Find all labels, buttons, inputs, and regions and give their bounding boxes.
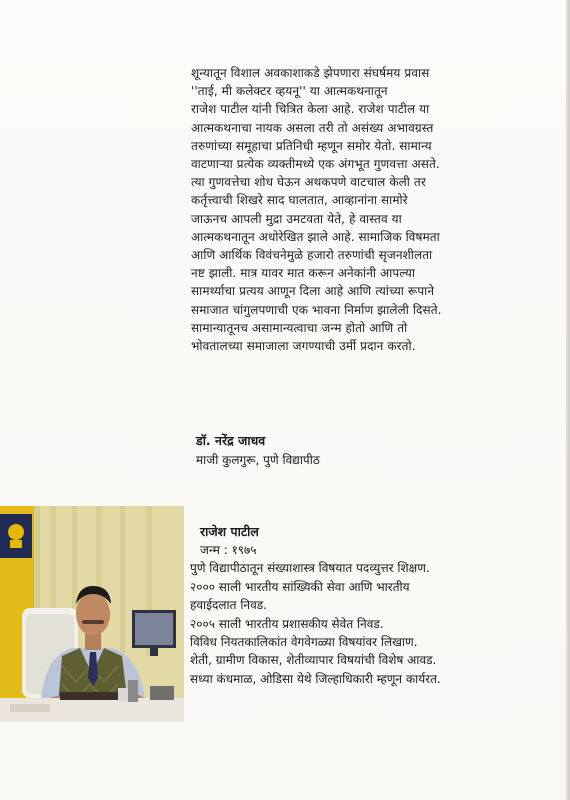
page-spine-edge bbox=[566, 0, 570, 800]
blurb-line: समाजात चांगुलपणाची एक भावना निर्माण झालेली दिसते. bbox=[191, 302, 442, 317]
blurb-line: शून्यातून विशाल अवकाशाकडे झेपणारा संघर्षमय प्रवास bbox=[191, 66, 430, 80]
blurb-line: भोवतालच्या समाजाला जगण्याची उर्मी प्रदान करतो. bbox=[191, 339, 416, 354]
author-bio bbox=[190, 523, 550, 688]
blurb-line: कर्तृत्त्वाची शिखरे साद घालतात, आव्हानांना सामोरे bbox=[191, 193, 408, 208]
blurb-line: त्या गुणवत्तेचा शोध घेऊन अथकपणे वाटचाल केली तर bbox=[191, 175, 426, 190]
author-details bbox=[190, 541, 550, 688]
blurb-line: राजेश पाटील यांनी चित्रित केला आहे. राजेश पाटील या bbox=[191, 102, 430, 117]
blurb-line: आणि आर्थिक विवंचनेमुळे हजारो तरुणांची सृजनशीलता bbox=[191, 248, 433, 263]
blurb-signature bbox=[196, 432, 536, 470]
emblem-icon bbox=[8, 524, 24, 548]
author-detail-line: २००५ साली भारतीय प्रशासकीय सेवेत निवड. bbox=[190, 616, 384, 631]
author-detail-line: विविध नियतकालिकांत वेगवेगळ्या विषयांवर लिखाण. bbox=[190, 635, 418, 650]
blurb-line: जाऊनच आपली मुद्रा उमटवता येते, हे वास्तव या bbox=[191, 211, 402, 226]
blurb-line: वाटणाऱ्या प्रत्येक व्यक्तीमध्ये एक अंगभूत गुणवत्ता असते. bbox=[191, 157, 440, 172]
signature-name: डॉ. नरेंद्र जाधव bbox=[196, 433, 266, 448]
blurb-line: आत्मकथनातून अधोरेखित झाले आहे. सामाजिक विषमता bbox=[191, 229, 440, 244]
author-detail-line: हवाईदलात निवड. bbox=[190, 598, 267, 613]
author-name: राजेश पाटील bbox=[200, 524, 259, 539]
author-detail-line: सध्या कंधमाळ, ओडिसा येथे जिल्हाधिकारी म्हणून कार्यरत. bbox=[190, 671, 441, 686]
author-detail-line: २००० साली भारतीय सांख्यिकी सेवा आणि भारतीय bbox=[190, 579, 410, 594]
author-photo bbox=[0, 506, 184, 722]
signature-title: माजी कुलगुरू, पुणे विद्यापीठ bbox=[196, 453, 320, 467]
blurb-line: सामान्यातूनच असामान्यत्वाचा जन्म होतो आणि तो bbox=[191, 320, 408, 335]
blurb-line: सामर्थ्याचा प्रत्यय आणून दिला आहे आणि त्यांच्या रूपाने bbox=[191, 284, 435, 299]
blurb-line: आत्मकथनाचा नायक असला तरी तो असंख्य अभावग्रस्त bbox=[191, 120, 434, 135]
blurb-line: नष्ट झाली. मात्र यावर मात करून अनेकांनी आपल्या bbox=[191, 266, 416, 281]
author-photo-illustration bbox=[0, 506, 184, 722]
author-detail-line: पुणे विद्यापीठातून संख्याशास्त्र विषयात पदव्युत्तर शिक्षण. bbox=[190, 561, 430, 576]
blurb-paragraph bbox=[191, 64, 543, 355]
author-birth: जन्म : १९७५ bbox=[200, 543, 257, 557]
author-detail-line: शेती, ग्रामीण विकास, शेतीव्यापार विषयांची विशेष आवड. bbox=[190, 653, 437, 668]
blurb-line: तरुणांच्या समूहाचा प्रतिनिधी म्हणून समोर येतो. सामान्य bbox=[191, 138, 432, 153]
blurb-line: ''ताई, मी कलेक्टर व्हयनू'' या आत्मकथनातून bbox=[191, 84, 388, 99]
